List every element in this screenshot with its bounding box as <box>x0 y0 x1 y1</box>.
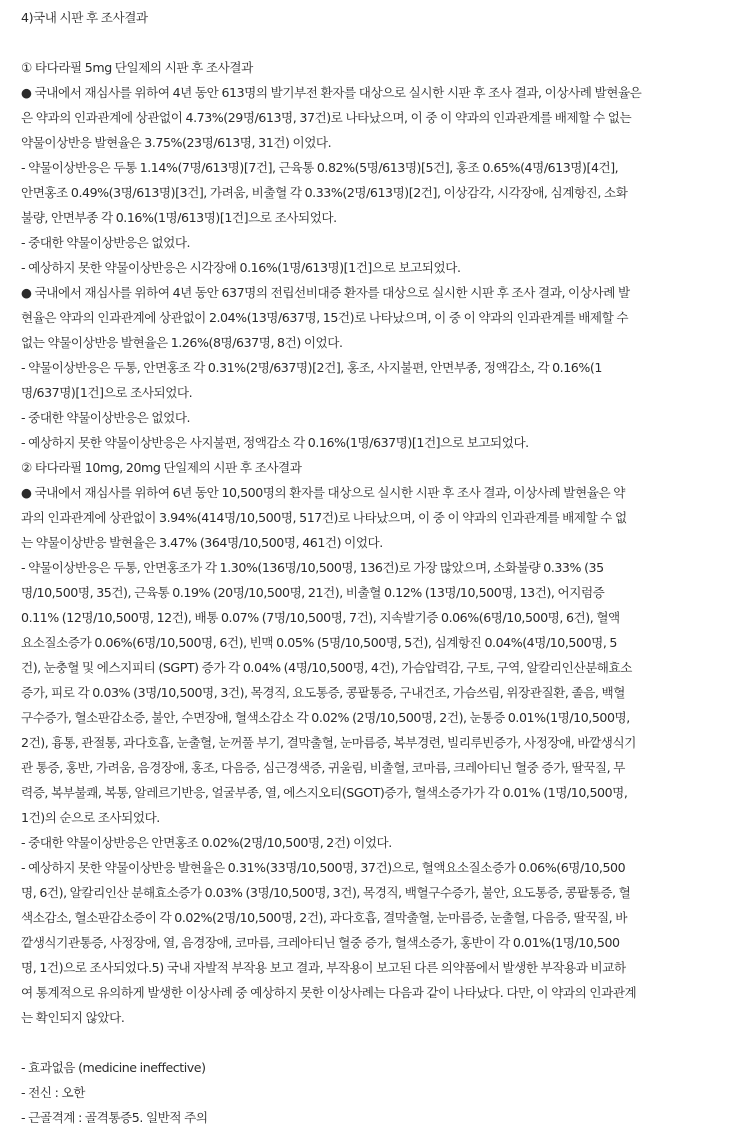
text-line: 여 통계적으로 유의하게 발생한 이상사례 중 예상하지 못한 이상사례는 다음과 같이 나타났다. 다만, 이 약과의 인과관계 <box>21 985 637 1000</box>
text-line: ① 타다라필 5mg 단일제의 시판 후 조사결과 <box>21 60 253 75</box>
text-line: 안면홍조 0.49%(3명/613명)[3건], 가려움, 비출혈 각 0.33%(2명/613명)[2건], 이상감각, 시각장애, 심계항진, 소화 <box>21 185 628 200</box>
text-line: 는 확인되지 않았다. <box>21 1010 125 1025</box>
section-title: 4)국내 시판 후 조사결과 <box>21 10 148 25</box>
footer-line: - 근골격계 : 골격통증5. 일반적 주의 <box>21 1110 208 1125</box>
text-line: 구수증가, 혈소판감소증, 불안, 수면장애, 혈색소감소 각 0.02% (2명/10,500명, 2건), 눈통증 0.01%(1명/10,500명, <box>21 710 630 725</box>
body-text <box>21 55 733 1030</box>
text-line: - 약물이상반응은 두통, 안면홍조 각 0.31%(2명/637명)[2건], 홍조, 사지불편, 안면부종, 정액감소, 각 0.16%(1 <box>21 360 602 375</box>
text-line: 과의 인과관계에 상관없이 3.94%(414명/10,500명, 517건)로 나타났으며, 이 중 이 약과의 인과관계를 배제할 수 없 <box>21 510 627 525</box>
text-line: 색소감소, 혈소판감소증이 각 0.02%(2명/10,500명, 2건), 과다호흡, 결막출혈, 눈마름증, 눈출혈, 다음증, 딸꾹질, 바 <box>21 910 628 925</box>
text-line: 건), 눈충혈 및 에스지피티 (SGPT) 증가 각 0.04% (4명/10,500명, 4건), 가슴압력감, 구토, 구역, 알칼리인산분해효소 <box>21 660 632 675</box>
blank-line <box>21 1030 733 1055</box>
text-line: 약물이상반응 발현율은 3.75%(23명/613명, 31건) 이었다. <box>21 135 332 150</box>
text-line: 요소질소증가 0.06%(6명/10,500명, 6건), 빈맥 0.05% (5명/10,500명, 5건), 심계항진 0.04%(4명/10,500명, 5 <box>21 635 617 650</box>
footer-list <box>21 1055 733 1130</box>
text-line: 0.11% (12명/10,500명, 12건), 배통 0.07% (7명/10,500명, 7건), 지속발기증 0.06%(6명/10,500명, 6건), 혈액 <box>21 610 620 625</box>
text-line: - 중대한 약물이상반응은 없었다. <box>21 235 191 250</box>
text-line: 증가, 피로 각 0.03% (3명/10,500명, 3건), 목경직, 요도통증, 콩팥통증, 구내건조, 가슴쓰림, 위장관질환, 졸음, 백혈 <box>21 685 625 700</box>
text-line: 명/10,500명, 35건), 근육통 0.19% (20명/10,500명, 21건), 비출혈 0.12% (13명/10,500명, 13건), 어지럼증 <box>21 585 605 600</box>
text-line: 깥생식기관통증, 사정장애, 열, 음경장애, 코마름, 크레아티닌 혈중 증가, 혈색소증가, 홍반이 각 0.01%(1명/10,500 <box>21 935 620 950</box>
text-line: - 중대한 약물이상반응은 안면홍조 0.02%(2명/10,500명, 2건) 이었다. <box>21 835 392 850</box>
text-line: 명, 1건)으로 조사되었다.5) 국내 자발적 부작용 보고 결과, 부작용이 보고된 다른 의약품에서 발생한 부작용과 비교하 <box>21 960 626 975</box>
text-line: 현율은 약과의 인과관계에 상관없이 2.04%(13명/637명, 15건)로 나타났으며, 이 중 이 약과의 인과관계를 배제할 수 <box>21 310 629 325</box>
footer-line: - 전신 : 오한 <box>21 1085 85 1100</box>
text-line: ● 국내에서 재심사를 위하여 6년 동안 10,500명의 환자를 대상으로 실시한 시판 후 조사 결과, 이상사례 발현율은 약 <box>21 485 625 500</box>
text-line: 2건), 흉통, 관절통, 과다호흡, 눈출혈, 눈꺼풀 부기, 결막출혈, 눈마름증, 복부경련, 빌리루빈증가, 사정장애, 바깥생식기 <box>21 735 636 750</box>
text-line: 은 약과의 인과관계에 상관없이 4.73%(29명/613명, 37건)로 나타났으며, 이 중 이 약과의 인과관계를 배제할 수 없는 <box>21 110 632 125</box>
text-line: - 중대한 약물이상반응은 없었다. <box>21 410 191 425</box>
text-line: - 약물이상반응은 두통, 안면홍조가 각 1.30%(136명/10,500명, 136건)로 가장 많았으며, 소화불량 0.33% (35 <box>21 560 604 575</box>
text-line: 력증, 복부불쾌, 복통, 알레르기반응, 얼굴부종, 열, 에스지오티(SGOT)증가, 혈색소증가가 각 0.01% (1명/10,500명, <box>21 785 628 800</box>
text-line: 불량, 안면부종 각 0.16%(1명/613명)[1건]으로 조사되었다. <box>21 210 337 225</box>
text-line: 1건)의 순으로 조사되었다. <box>21 810 160 825</box>
text-line: 명, 6건), 알칼리인산 분해효소증가 0.03% (3명/10,500명, 3건), 목경직, 백혈구수증가, 불안, 요도통증, 콩팥통증, 혈 <box>21 885 631 900</box>
footer-line: - 효과없음 (medicine ineffective) <box>21 1060 206 1075</box>
text-line: 명/637명)[1건]으로 조사되었다. <box>21 385 193 400</box>
blank-line <box>21 30 733 55</box>
text-line: - 예상하지 못한 약물이상반응은 시각장애 0.16%(1명/613명)[1건]으로 보고되었다. <box>21 260 461 275</box>
text-line: - 예상하지 못한 약물이상반응 발현율은 0.31%(33명/10,500명, 37건)으로, 혈액요소질소증가 0.06%(6명/10,500 <box>21 860 626 875</box>
text-line: 없는 약물이상반응 발현율은 1.26%(8명/637명, 8건) 이었다. <box>21 335 343 350</box>
text-line: - 약물이상반응은 두통 1.14%(7명/613명)[7건], 근육통 0.82%(5명/613명)[5건], 홍조 0.65%(4명/613명)[4건], <box>21 160 619 175</box>
text-line: ② 타다라필 10mg, 20mg 단일제의 시판 후 조사결과 <box>21 460 302 475</box>
text-line: - 예상하지 못한 약물이상반응은 사지불편, 정액감소 각 0.16%(1명/637명)[1건]으로 보고되었다. <box>21 435 529 450</box>
text-line: 관 통증, 홍반, 가려움, 음경장애, 홍조, 다음증, 심근경색증, 귀울림, 비출혈, 코마름, 크레아티닌 혈중 증가, 딸꾹질, 무 <box>21 760 625 775</box>
text-line: ● 국내에서 재심사를 위하여 4년 동안 613명의 발기부전 환자를 대상으로 실시한 시판 후 조사 결과, 이상사례 발현율은 <box>21 85 642 100</box>
text-line: ● 국내에서 재심사를 위하여 4년 동안 637명의 전립선비대증 환자를 대상으로 실시한 시판 후 조사 결과, 이상사례 발 <box>21 285 630 300</box>
text-line: 는 약물이상반응 발현율은 3.47% (364명/10,500명, 461건) 이었다. <box>21 535 383 550</box>
